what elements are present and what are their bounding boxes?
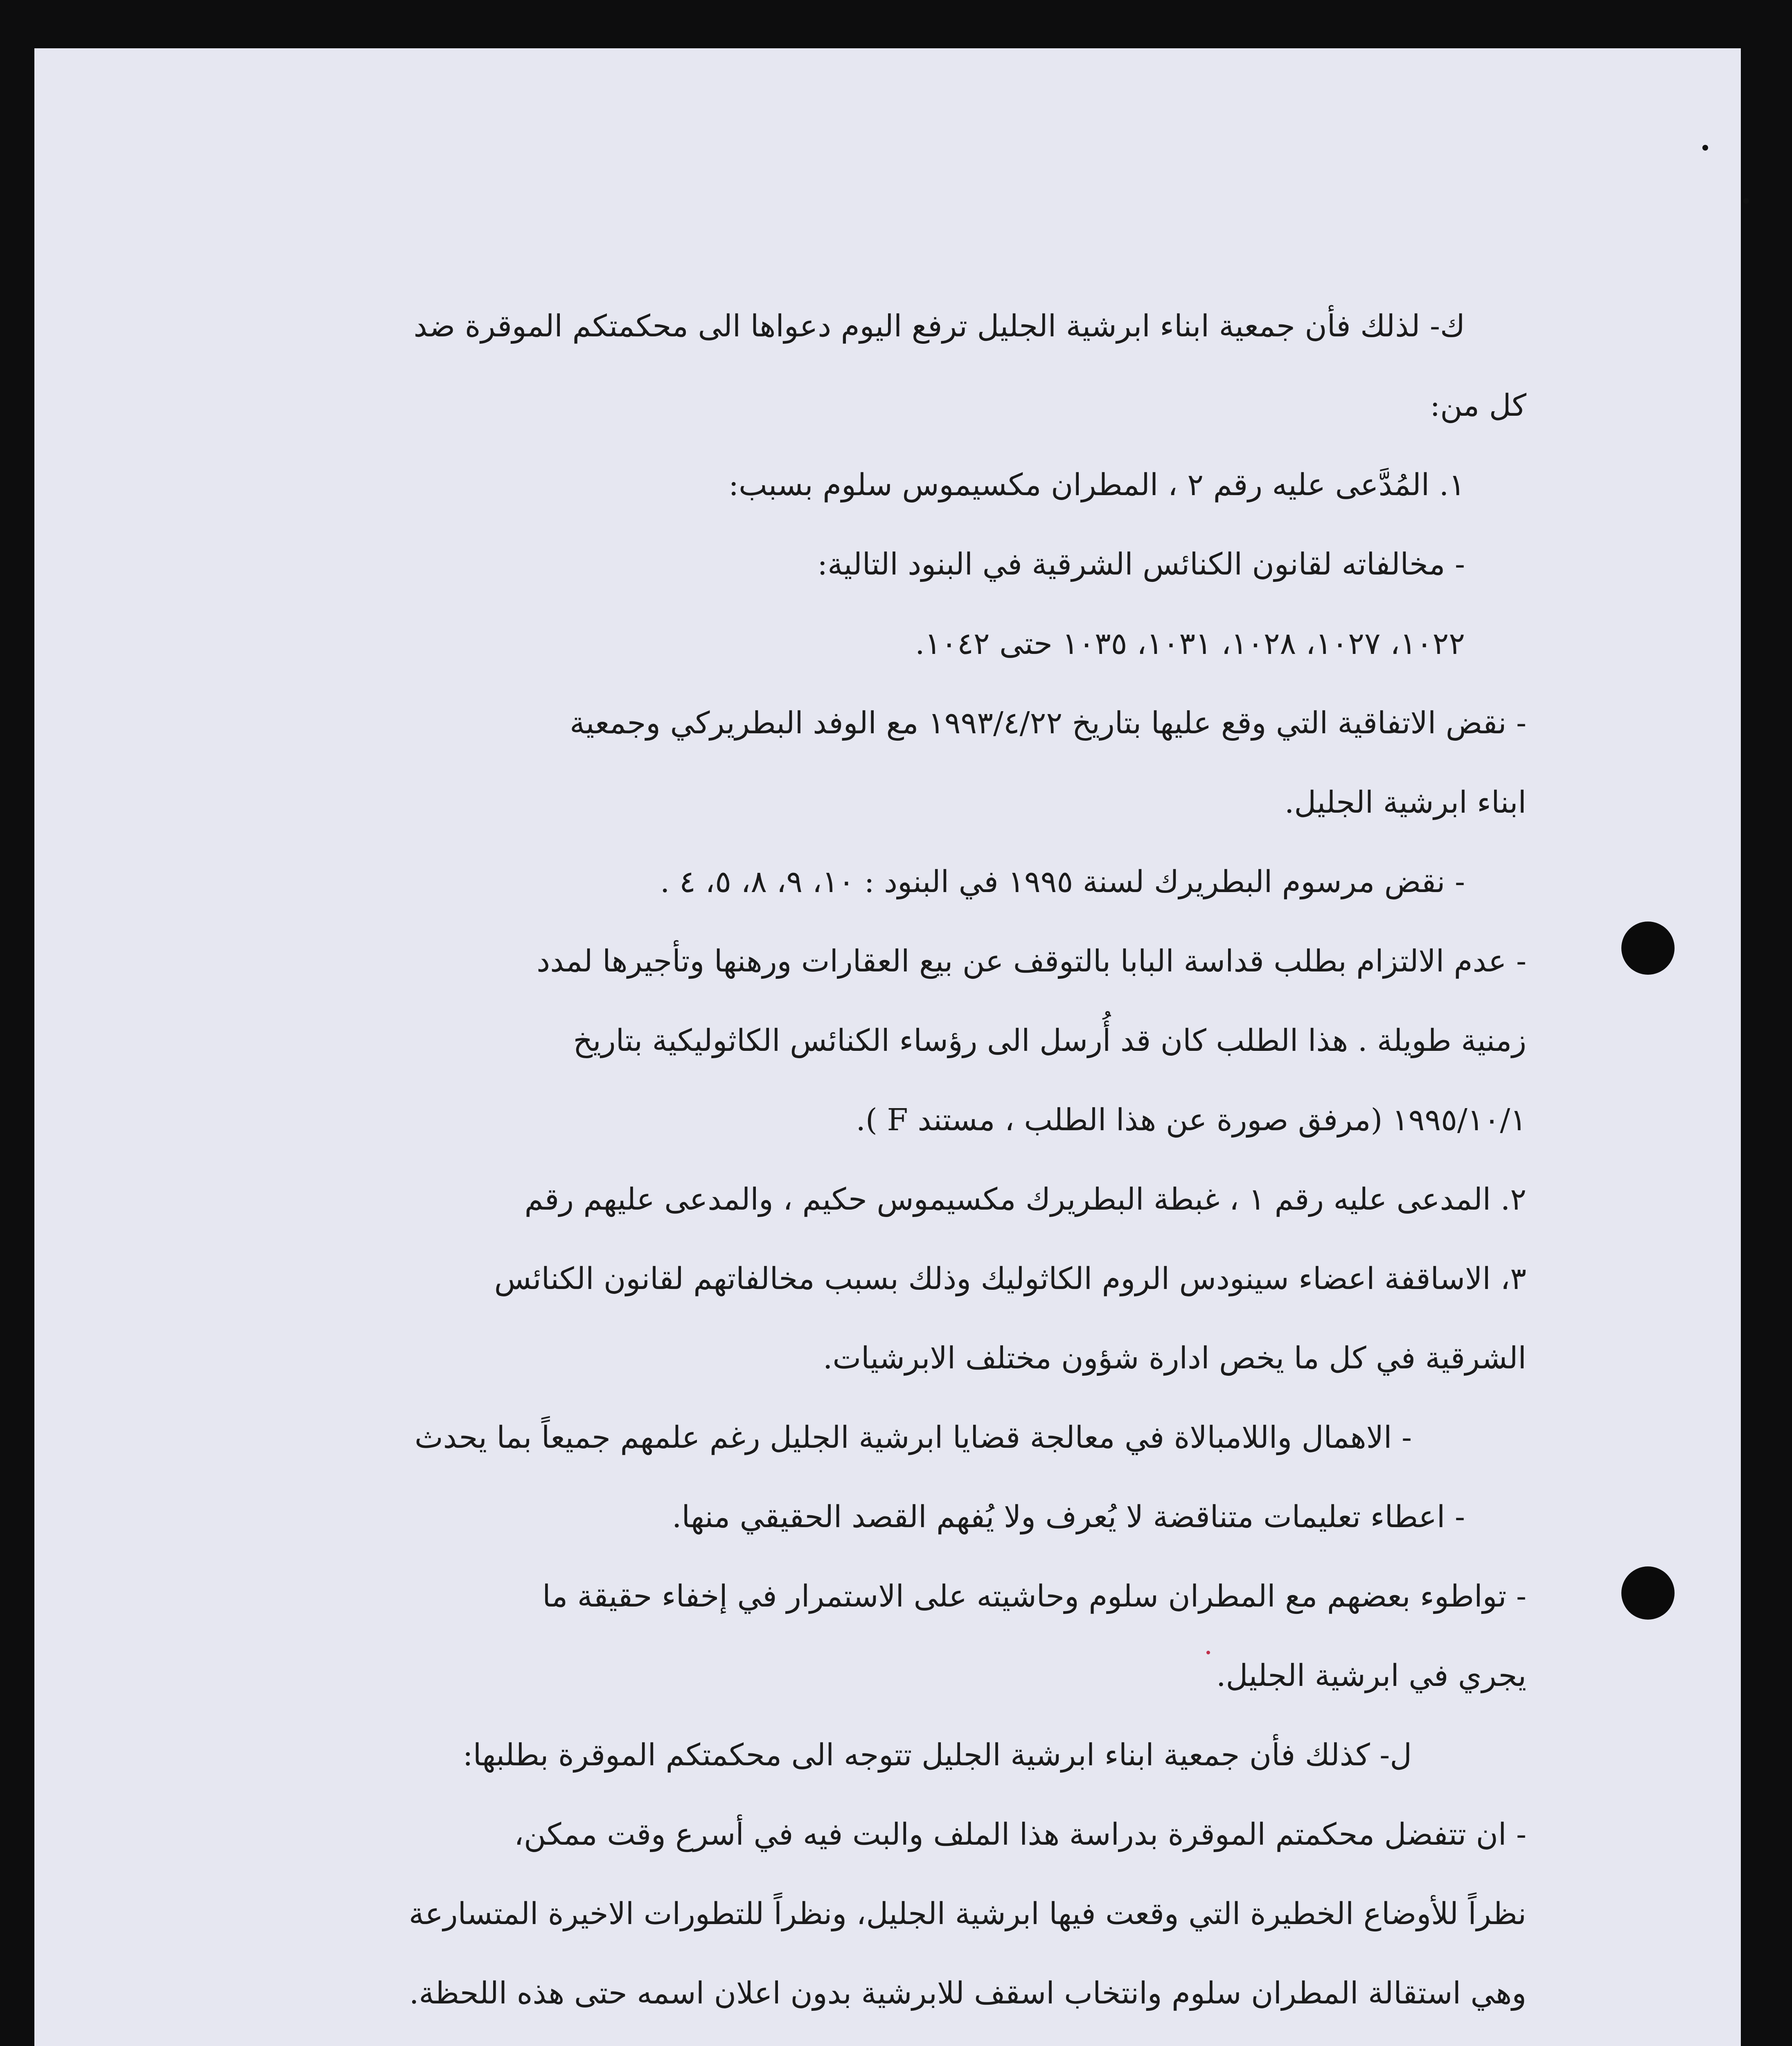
item-2-continuation-1: ٣، الاساقفة اعضاء سينودس الروم الكاثوليك وذلك بسبب مخالفاتهم لقانون الكنائس [494,1261,1526,1296]
bullet-negligence: - الاهمال واللامبالاة في معالجة قضايا ابرشية الجليل رغم علمهم جميعاً بما يحدث [415,1420,1412,1455]
bullet-agreement-continuation: ابناء ابرشية الجليل. [1284,785,1526,820]
bullet-agreement-breach: - نقض الاتفاقية التي وقع عليها بتاريخ ١٩٩٣/٤/٢٢ مع الوفد البطريركي وجمعية [570,705,1526,741]
bullet-collusion: - تواطوء بعضهم مع المطران سلوم وحاشيته على الاستمرار في إخفاء حقيقة ما [542,1579,1526,1614]
punch-hole-lower [1621,1566,1675,1620]
bullet-contradictory-instructions: - اعطاء تعليمات متناقضة لا يُعرف ولا يُفهم القصد الحقيقي منها. [672,1499,1465,1534]
bullet-pope-request-cont-2: ١٩٩٥/١٠/١ (مرفق صورة عن هذا الطلب ، مستند F ). [856,1102,1526,1138]
punch-hole-upper [1621,922,1675,975]
document-body [307,286,1526,2046]
paper-speck [1702,145,1708,151]
paper-speck [1743,198,1749,204]
paragraph-l-intro: ل- كذلك فأن جمعية ابناء ابرشية الجليل تتوجه الى محكمتكم الموقرة بطلبها: [462,1737,1412,1773]
bullet-decree-breach: - نقض مرسوم البطريرك لسنة ١٩٩٥ في البنود : ١٠، ٩، ٨، ٥، ٤ . [660,864,1465,899]
paragraph-k-intro: ك- لذلك فأن جمعية ابناء ابرشية الجليل ترفع اليوم دعواها الى محكمتكم الموقرة ضد [413,309,1465,344]
item-2-heading: ٢. المدعى عليه رقم ١ ، غبطة البطريرك مكسيموس حكيم ، والمدعى عليهم رقم [524,1182,1526,1217]
bullet-pope-request: - عدم الالتزام بطلب قداسة البابا بالتوقف عن بيع العقارات ورهنها وتأجيرها لمدد [536,944,1526,979]
item-1-heading: ١. المُدَّعى عليه رقم ٢ ، المطران مكسيموس سلوم بسبب: [728,467,1465,502]
request-study-file-cont-2: وهي استقالة المطران سلوم وانتخاب اسقف للابرشية بدون اعلان اسمه حتى هذه اللحظة. [409,1976,1526,2011]
bullet-pope-request-cont-1: زمنية طويلة . هذا الطلب كان قد أُرسل الى رؤساء الكنائس الكاثوليكية بتاريخ [573,1023,1526,1058]
request-freeze-election [307,2033,1526,2046]
bullet-collusion-continuation: يجري في ابرشية الجليل. [1216,1658,1526,1693]
request-study-file: - ان تتفضل محكمتم الموقرة بدراسة هذا الملف والبت فيه في أسرع وقت ممكن، [514,1817,1526,1852]
bullet-violations: - مخالفاته لقانون الكنائس الشرقية في البنود التالية: [817,547,1465,582]
item-2-continuation-2: الشرقية في كل ما يخص ادارة شؤون مختلف الابرشيات. [823,1341,1526,1376]
bullet-article-numbers: ١٠٢٢، ١٠٢٧، ١٠٢٨، ١٠٣١، ١٠٣٥ حتى ١٠٤٢. [915,626,1465,661]
paragraph-k-continuation: كل من: [1430,388,1526,423]
request-study-file-cont-1: نظراً للأوضاع الخطيرة التي وقعت فيها ابرشية الجليل، ونظراً للتطورات الاخيرة المتسارعة [409,1896,1526,1931]
